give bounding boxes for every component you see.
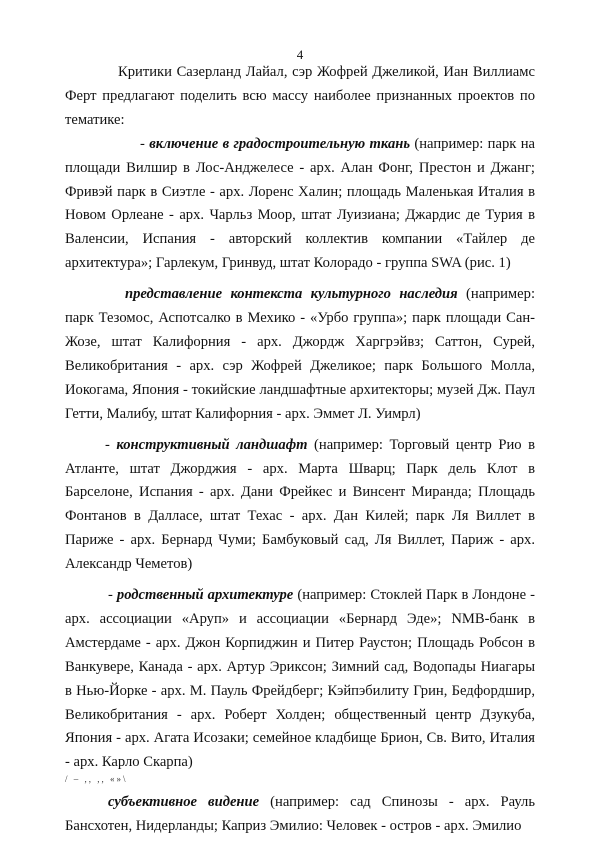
list-item <box>65 584 535 775</box>
document-body <box>65 61 535 839</box>
item-dash: - <box>108 587 117 604</box>
list-item <box>65 133 535 276</box>
item-text: (например: сад Спинозы - арх. Рауль Бансхотен, Нидерланды; Каприз Эмилио: Человек - остров - арх. Эмилио <box>65 794 535 835</box>
item-term: родственный архитектуре <box>116 587 294 604</box>
item-text: (например: парк Тезомос, Аспотсалко в Мехико - «Урбо группа»; парк площади Сан-Жозе, штат Калифорния - арх. Джордж Харгрэйвз; Саттон, Сурей, Великобритания - арх. сэр Жофрей Джеликое; парк Большого Молла, Иокогама, Япония - токийские ландшафтные архитекторы; музей Дж. Паул Гетти, Малибу, штат Калифорния - арх. Эммет Л. Уимрл) <box>65 286 535 422</box>
item-term: субъективное видение <box>108 794 260 811</box>
item-text: (например: Стоклей Парк в Лондоне - арх. ассоциации «Аруп» и ассоциации «Бернард Эде»; NMB-банк в Амстердаме - арх. Джон Корпиджин и Питер Рауcтон; Площадь Робсон в Ванкувере, Канада - арх. Артур Эриксон; Зимний сад, Водопады Ниагары в Нью-Йорке - арх. М. Пауль Фрейдберг; Кэйпэбилиту Грин, Бедфордшир, Великобритания - арх. Роберт Холден; общественный центр Дзукуба, Япония - арх. Агата Исозаки; семейное кладбище Брион, Св. Вито, Италия - арх. Карло Скарпа) <box>65 587 535 771</box>
stray-fragment: / – ,, ,, «»\ <box>65 774 128 785</box>
item-text: (например: Торговый центр Рио в Атланте, штат Джорджия - арх. Марта Шварц; Парк дель Клот в Барселоне, Испания - арх. Дани Фрейкес и Винсент Миранда; Площадь Фонтанов в Далласе, штат Техас - арх. Дан Килей; парк Ля Виллет в Париже - арх. Бернард Чуми; Бамбуковый сад, Ля Виллет, Париж - арх. Александр Чеметов) <box>65 436 536 573</box>
item-dash: - <box>140 135 150 152</box>
page-number: 4 <box>296 47 304 62</box>
item-term: конструктивный ландшафт <box>116 436 308 453</box>
intro-paragraph: Критики Сазерланд Лайал, сэр Жофрей Джеликой, Иан Виллиамс Ферт предлагают поделить всю массу наиболее признанных проектов по тематике: <box>65 64 535 128</box>
list-item <box>65 434 535 577</box>
list-item <box>65 283 535 426</box>
item-text: (например: парк на площади Вилшир в Лос-Анджелесе - арх. Алан Фонг, Престон и Джанг; Фривэй парк в Сиэтле - арх. Лоренс Халин; площадь Маленькая Италия в Новом Орлеане - арх. Чарльз Моор, штат Луизиана; Джардис де Турия в Валенсии, Испания - авторский коллектив компании «Тайлер де архитектура»; Гарлекум, Гринвуд, штат Колорадо - группа SWA (рис. 1) <box>65 135 536 272</box>
list-item <box>65 791 535 839</box>
item-dash: - <box>105 436 117 453</box>
item-term: включение в градостроительную ткань <box>149 135 411 152</box>
item-term: представление контекста культурного наследия <box>125 286 458 303</box>
